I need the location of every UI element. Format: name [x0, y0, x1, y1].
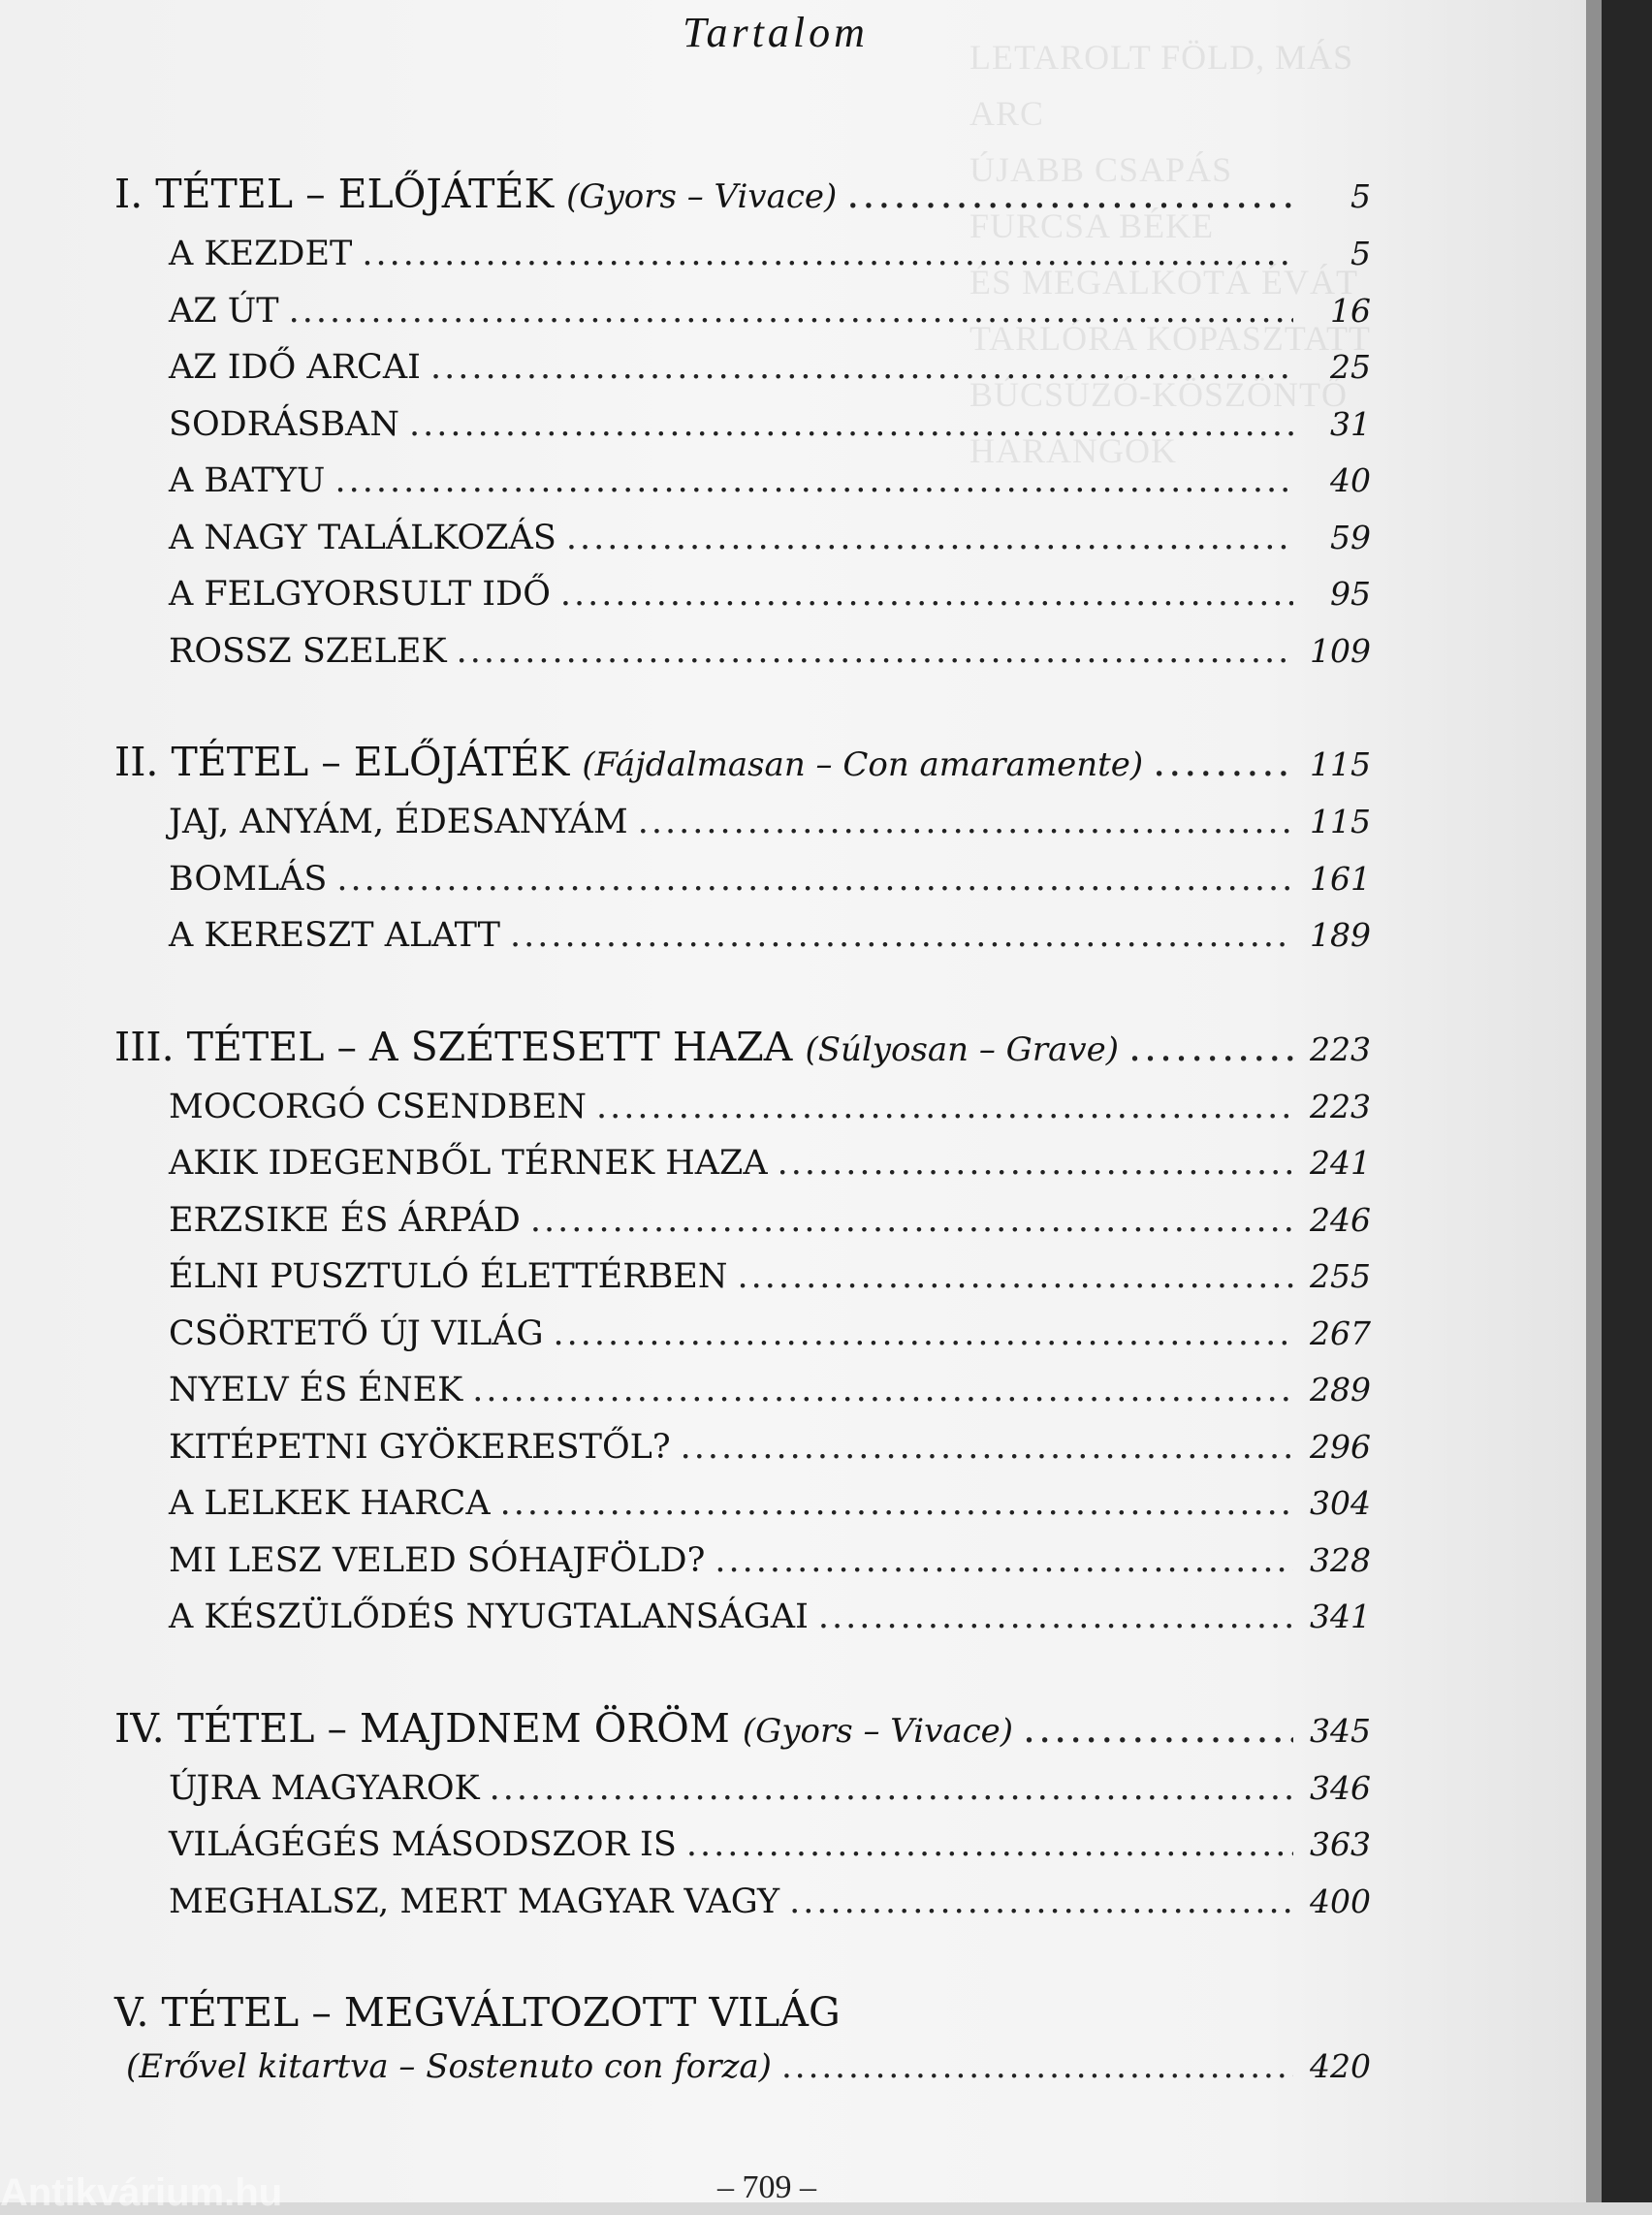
leader-dots — [510, 916, 1293, 955]
toc-entry — [114, 235, 1371, 292]
section-title: V. TÉTEL – MEGVÁLTOZOTT VILÁG — [114, 1989, 841, 2036]
toc-section-heading — [114, 1024, 1371, 1088]
entry-page-number: 304 — [1310, 1484, 1371, 1522]
toc-entry — [114, 1144, 1371, 1201]
leader-dots — [336, 860, 1293, 899]
bleed-through-line: ÉS MEGALKOTÁ ÉVÁT — [969, 263, 1358, 301]
entry-title: A KERESZT ALATT — [169, 916, 500, 955]
leader-dots — [560, 575, 1293, 614]
section-page-number: 115 — [1310, 745, 1371, 783]
leader-dots — [846, 171, 1293, 217]
leader-dots — [500, 1484, 1293, 1523]
entry-page-number: 328 — [1310, 1540, 1371, 1579]
toc-section-heading — [114, 739, 1371, 803]
entry-title: A BATYU — [169, 461, 326, 500]
entry-title: KITÉPETNI GYÖKERESTŐL? — [169, 1427, 671, 1467]
entry-page-number: 289 — [1310, 1371, 1371, 1408]
entry-page-number: 296 — [1310, 1427, 1371, 1466]
entry-page-number: 31 — [1330, 404, 1371, 443]
entry-page-number: 161 — [1310, 859, 1371, 898]
entry-title: ROSSZ SZELEK — [169, 631, 447, 671]
entry-page-number: 346 — [1310, 1768, 1371, 1807]
page-title: Tartalom — [683, 9, 869, 56]
toc-entry — [114, 803, 1371, 860]
leader-dots — [737, 1257, 1293, 1296]
entry-title: A KÉSZÜLŐDÉS NYUGTALANSÁGAI — [169, 1598, 809, 1636]
entry-title: AKIK IDEGENBŐL TÉRNEK HAZA — [169, 1144, 768, 1183]
toc-entry — [114, 1541, 1371, 1598]
leader-dots — [566, 519, 1293, 557]
toc-section-heading — [114, 1989, 1371, 2047]
toc-entry — [114, 1598, 1371, 1655]
entry-title: ÉLNI PUSZTULÓ ÉLETTÉRBEN — [169, 1257, 728, 1296]
entry-page-number: 267 — [1310, 1313, 1371, 1352]
toc-entry — [114, 1201, 1371, 1258]
section-page-number: 420 — [1310, 2047, 1371, 2085]
leader-dots — [334, 461, 1293, 500]
toc-entry — [114, 519, 1371, 576]
toc-entry — [114, 1769, 1371, 1826]
section-page-number: 223 — [1310, 1029, 1371, 1068]
entry-page-number: 241 — [1310, 1144, 1371, 1182]
leader-dots — [638, 803, 1293, 841]
entry-page-number: 115 — [1310, 803, 1371, 840]
entry-title: SODRÁSBAN — [169, 404, 399, 444]
toc-entry — [114, 292, 1371, 349]
leader-dots — [472, 1371, 1293, 1409]
toc-entry — [114, 1371, 1371, 1428]
entry-page-number: 59 — [1330, 518, 1371, 556]
entry-page-number: 341 — [1310, 1598, 1371, 1635]
section-page-number: 5 — [1350, 177, 1371, 215]
entry-page-number: 5 — [1350, 235, 1371, 272]
toc-entry — [114, 575, 1371, 632]
entry-title: MEGHALSZ, MERT MAGYAR VAGY — [169, 1882, 780, 1921]
entry-page-number: 363 — [1310, 1825, 1371, 1863]
entry-page-number: 223 — [1310, 1087, 1371, 1125]
entry-title: A FELGYORSULT IDŐ — [169, 575, 551, 614]
leader-dots — [362, 235, 1293, 273]
bleed-through-line: BÚCSÚZÓ-KÖSZÖNTŐ HARANGOK — [969, 375, 1349, 470]
entry-title: MOCORGÓ CSENDBEN — [169, 1087, 588, 1126]
toc-entry — [114, 1314, 1371, 1372]
leader-dots — [778, 1144, 1293, 1183]
entry-page-number: 255 — [1310, 1257, 1371, 1295]
leader-dots — [781, 2047, 1293, 2086]
entry-title: A KEZDET — [169, 235, 353, 273]
leader-dots — [457, 632, 1293, 671]
leader-dots — [430, 348, 1293, 387]
entry-page-number: 40 — [1330, 461, 1371, 499]
bleed-through-line: LETAROLT FÖLD, MÁS ARC — [969, 38, 1354, 133]
toc-entry — [114, 860, 1371, 917]
entry-title: AZ ÚT — [169, 291, 279, 331]
toc-entry — [114, 1883, 1371, 1940]
leader-dots — [409, 405, 1293, 444]
leader-dots — [681, 1428, 1293, 1467]
entry-title: ÚJRA MAGYAROK — [169, 1768, 480, 1808]
entry-page-number: 400 — [1310, 1882, 1371, 1920]
leader-dots — [1153, 739, 1293, 785]
entry-title: VILÁGÉGÉS MÁSODSZOR IS — [169, 1825, 677, 1864]
section-title: II. TÉTEL – ELŐJÁTÉK (Fájdalmasan – Con amaramente) — [114, 739, 1144, 785]
entry-title: BOMLÁS — [169, 859, 328, 899]
toc-entry — [114, 1428, 1371, 1485]
leader-dots — [1128, 1024, 1293, 1070]
section-tempo: (Erővel kitartva – Sostenuto con forza) — [126, 2047, 772, 2086]
leader-dots — [715, 1541, 1293, 1580]
table-of-contents — [114, 171, 1371, 2104]
entry-title: NYELV ÉS ÉNEK — [169, 1371, 463, 1409]
toc-entry — [114, 632, 1371, 689]
section-page-number: 345 — [1310, 1711, 1371, 1750]
entry-title: AZ IDŐ ARCAI — [169, 348, 421, 387]
entry-page-number: 95 — [1330, 575, 1371, 613]
watermark: Antikvárium.hu — [0, 2171, 283, 2214]
entry-page-number: 25 — [1330, 348, 1371, 386]
leader-dots — [818, 1598, 1293, 1636]
entry-title: A NAGY TALÁLKOZÁS — [169, 518, 556, 557]
section-title: III. TÉTEL – A SZÉTESETT HAZA (Súlyosan – Grave) — [114, 1023, 1119, 1070]
entry-title: CSÖRTETŐ ÚJ VILÁG — [169, 1313, 544, 1353]
bleed-through-line: TARLÓRA KOPASZTATT — [969, 319, 1371, 358]
toc-section-heading — [114, 171, 1371, 235]
entry-title: JAJ, ANYÁM, ÉDESANYÁM — [169, 803, 628, 841]
entry-page-number: 16 — [1330, 291, 1371, 330]
leader-dots — [554, 1314, 1293, 1353]
leader-dots — [1023, 1705, 1293, 1752]
toc-section-heading — [114, 1705, 1371, 1769]
entry-title: ERZSIKE ÉS ÁRPÁD — [169, 1200, 521, 1240]
book-spine — [1586, 0, 1602, 2202]
entry-title: A LELKEK HARCA — [169, 1484, 491, 1523]
toc-entry — [114, 916, 1371, 973]
entry-page-number: 109 — [1310, 631, 1371, 670]
toc-entry — [114, 1825, 1371, 1883]
toc-entry — [114, 1484, 1371, 1541]
toc-entry — [114, 1257, 1371, 1314]
leader-dots — [789, 1883, 1293, 1921]
bleed-through-line: FURCSA BÉKE — [969, 206, 1215, 245]
bleed-through-line: ÚJABB CSAPÁS — [969, 150, 1233, 189]
section-title: I. TÉTEL – ELŐJÁTÉK (Gyors – Vivace) — [114, 171, 838, 217]
leader-dots — [490, 1769, 1293, 1808]
entry-title: MI LESZ VELED SÓHAJFÖLD? — [169, 1540, 706, 1580]
entry-page-number: 246 — [1310, 1200, 1371, 1239]
toc-entry — [114, 405, 1371, 462]
toc-entry — [114, 2047, 1371, 2104]
entry-page-number: 189 — [1310, 916, 1371, 954]
leader-dots — [596, 1088, 1293, 1126]
toc-entry — [114, 348, 1371, 405]
toc-entry — [114, 1088, 1371, 1145]
section-title: IV. TÉTEL – MAJDNEM ÖRÖM (Gyors – Vivace) — [114, 1704, 1014, 1752]
leader-dots — [686, 1825, 1293, 1864]
toc-entry — [114, 461, 1371, 519]
leader-dots — [530, 1201, 1293, 1240]
leader-dots — [289, 292, 1293, 331]
book-cover-edge — [1602, 0, 1652, 2202]
page-number: – 709 – — [717, 2169, 816, 2205]
